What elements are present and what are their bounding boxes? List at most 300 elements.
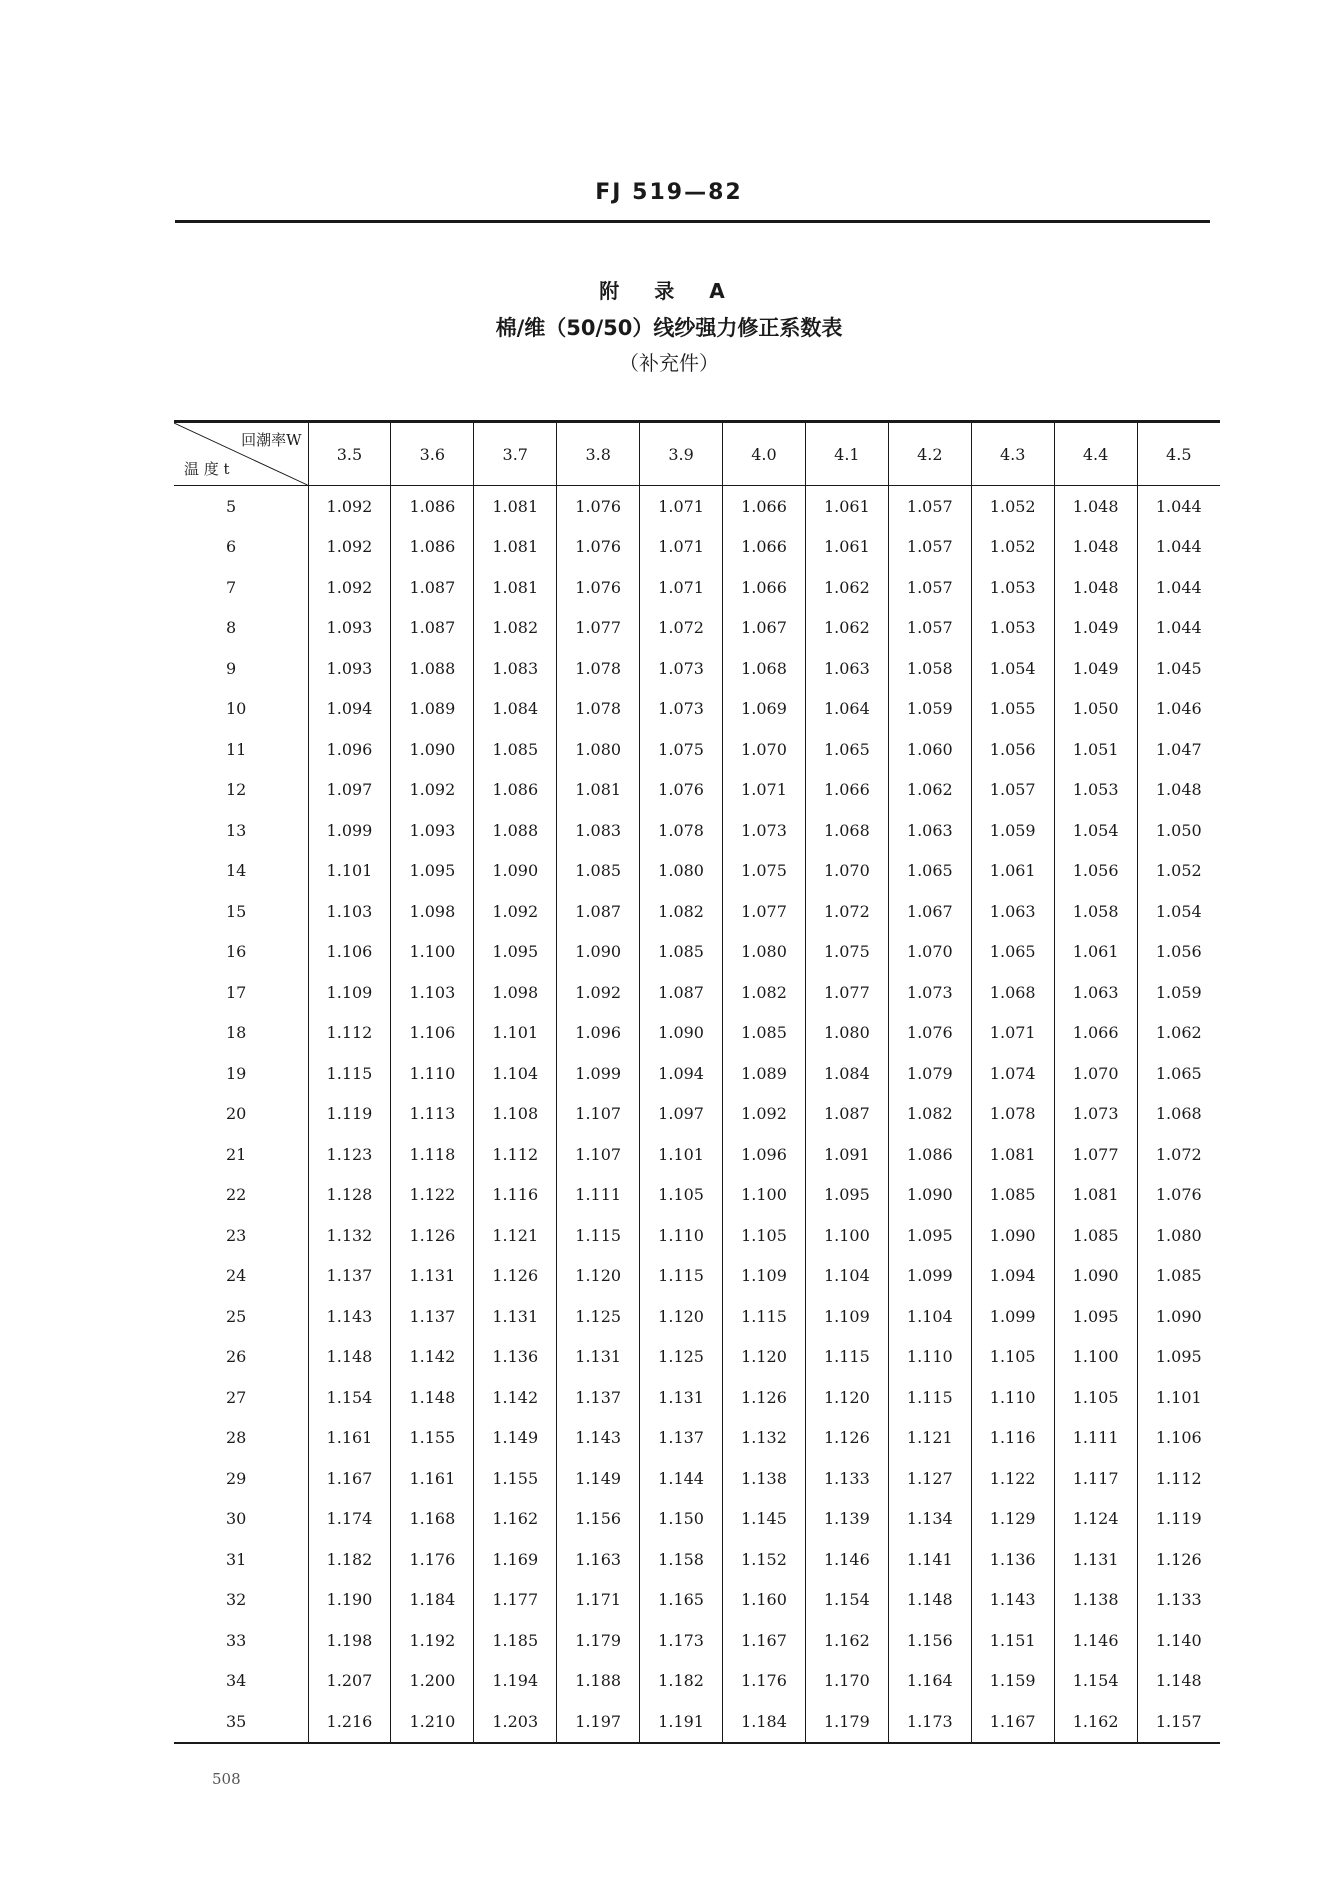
coefficient-cell: 1.076 xyxy=(888,1013,971,1054)
coefficient-cell: 1.137 xyxy=(391,1296,474,1337)
coefficient-cell: 1.064 xyxy=(805,689,888,730)
coefficient-cell: 1.133 xyxy=(805,1458,888,1499)
coefficient-cell: 1.061 xyxy=(1054,932,1137,973)
coefficient-cell: 1.109 xyxy=(723,1256,806,1297)
coefficient-cell: 1.194 xyxy=(474,1661,557,1702)
coefficient-cell: 1.053 xyxy=(971,567,1054,608)
coefficient-cell: 1.077 xyxy=(557,608,640,649)
coefficient-cell: 1.119 xyxy=(308,1094,391,1135)
coefficient-cell: 1.120 xyxy=(640,1296,723,1337)
correction-coefficient-table xyxy=(174,420,1220,1744)
corner-header-cell xyxy=(174,422,308,486)
table-row xyxy=(174,1337,1220,1378)
coefficient-cell: 1.050 xyxy=(1137,810,1220,851)
coefficient-cell: 1.049 xyxy=(1054,648,1137,689)
coefficient-cell: 1.169 xyxy=(474,1539,557,1580)
coefficient-cell: 1.146 xyxy=(1054,1620,1137,1661)
table-row xyxy=(174,648,1220,689)
coefficient-cell: 1.106 xyxy=(1137,1418,1220,1459)
coefficient-cell: 1.182 xyxy=(308,1539,391,1580)
temperature-cell: 27 xyxy=(226,1387,247,1407)
coefficient-cell: 1.125 xyxy=(640,1337,723,1378)
page-number: 508 xyxy=(212,1770,241,1788)
coefficient-cell: 1.122 xyxy=(391,1175,474,1216)
coefficient-cell: 1.154 xyxy=(805,1580,888,1621)
table-row xyxy=(174,1013,1220,1054)
coefficient-cell: 1.100 xyxy=(805,1215,888,1256)
coefficient-cell: 1.104 xyxy=(888,1296,971,1337)
coefficient-cell: 1.120 xyxy=(723,1337,806,1378)
coefficient-cell: 1.106 xyxy=(391,1013,474,1054)
temperature-cell: 17 xyxy=(226,982,247,1002)
moisture-column-header: 3.7 xyxy=(474,422,557,486)
temperature-cell: 8 xyxy=(226,618,237,638)
temperature-cell: 30 xyxy=(226,1509,247,1529)
coefficient-cell: 1.124 xyxy=(1054,1499,1137,1540)
coefficient-cell: 1.090 xyxy=(474,851,557,892)
coefficient-cell: 1.136 xyxy=(474,1337,557,1378)
coefficient-cell: 1.080 xyxy=(557,729,640,770)
coefficient-cell: 1.098 xyxy=(474,972,557,1013)
table-row xyxy=(174,486,1220,527)
table-row xyxy=(174,1661,1220,1702)
coefficient-cell: 1.162 xyxy=(805,1620,888,1661)
coefficient-cell: 1.165 xyxy=(640,1580,723,1621)
coefficient-cell: 1.044 xyxy=(1137,567,1220,608)
coefficient-cell: 1.069 xyxy=(723,689,806,730)
coefficient-cell: 1.096 xyxy=(557,1013,640,1054)
coefficient-cell: 1.083 xyxy=(474,648,557,689)
coefficient-cell: 1.078 xyxy=(640,810,723,851)
coefficient-cell: 1.066 xyxy=(1054,1013,1137,1054)
moisture-column-header: 3.9 xyxy=(640,422,723,486)
coefficient-cell: 1.087 xyxy=(640,972,723,1013)
coefficient-cell: 1.148 xyxy=(308,1337,391,1378)
coefficient-cell: 1.145 xyxy=(723,1499,806,1540)
coefficient-cell: 1.057 xyxy=(971,770,1054,811)
table-row xyxy=(174,1094,1220,1135)
temperature-cell: 31 xyxy=(226,1549,247,1569)
coefficient-cell: 1.156 xyxy=(888,1620,971,1661)
coefficient-cell: 1.099 xyxy=(971,1296,1054,1337)
coefficient-cell: 1.173 xyxy=(888,1701,971,1743)
coefficient-cell: 1.105 xyxy=(723,1215,806,1256)
coefficient-cell: 1.063 xyxy=(971,891,1054,932)
coefficient-cell: 1.092 xyxy=(723,1094,806,1135)
coefficient-cell: 1.055 xyxy=(971,689,1054,730)
temperature-cell: 24 xyxy=(226,1266,247,1286)
coefficient-cell: 1.066 xyxy=(723,567,806,608)
coefficient-cell: 1.164 xyxy=(888,1661,971,1702)
temperature-cell: 32 xyxy=(226,1590,247,1610)
coefficient-cell: 1.062 xyxy=(888,770,971,811)
coefficient-cell: 1.101 xyxy=(474,1013,557,1054)
coefficient-cell: 1.159 xyxy=(971,1661,1054,1702)
coefficient-cell: 1.089 xyxy=(723,1053,806,1094)
temperature-cell: 33 xyxy=(226,1630,247,1650)
coefficient-cell: 1.090 xyxy=(640,1013,723,1054)
coefficient-cell: 1.090 xyxy=(1054,1256,1137,1297)
table-row xyxy=(174,608,1220,649)
coefficient-cell: 1.174 xyxy=(308,1499,391,1540)
coefficient-cell: 1.081 xyxy=(474,527,557,568)
coefficient-cell: 1.099 xyxy=(888,1256,971,1297)
coefficient-cell: 1.090 xyxy=(391,729,474,770)
coefficient-cell: 1.105 xyxy=(640,1175,723,1216)
temperature-cell: 13 xyxy=(226,820,247,840)
coefficient-cell: 1.167 xyxy=(971,1701,1054,1743)
coefficient-cell: 1.203 xyxy=(474,1701,557,1743)
coefficient-cell: 1.115 xyxy=(888,1377,971,1418)
coefficient-cell: 1.122 xyxy=(971,1458,1054,1499)
coefficient-cell: 1.097 xyxy=(640,1094,723,1135)
coefficient-cell: 1.096 xyxy=(308,729,391,770)
coefficient-cell: 1.052 xyxy=(971,527,1054,568)
temperature-cell: 7 xyxy=(226,577,237,597)
coefficient-cell: 1.080 xyxy=(805,1013,888,1054)
coefficient-cell: 1.105 xyxy=(1054,1377,1137,1418)
coefficient-cell: 1.081 xyxy=(474,486,557,527)
coefficient-cell: 1.163 xyxy=(557,1539,640,1580)
coefficient-cell: 1.188 xyxy=(557,1661,640,1702)
coefficient-cell: 1.112 xyxy=(1137,1458,1220,1499)
coefficient-cell: 1.110 xyxy=(971,1377,1054,1418)
coefficient-cell: 1.176 xyxy=(723,1661,806,1702)
coefficient-cell: 1.072 xyxy=(805,891,888,932)
coefficient-cell: 1.086 xyxy=(391,486,474,527)
coefficient-cell: 1.063 xyxy=(1054,972,1137,1013)
coefficient-cell: 1.154 xyxy=(1054,1661,1137,1702)
coefficient-cell: 1.143 xyxy=(557,1418,640,1459)
moisture-regain-label: 回潮率W xyxy=(241,431,302,449)
coefficient-cell: 1.086 xyxy=(888,1134,971,1175)
temperature-cell: 14 xyxy=(226,861,247,881)
coefficient-cell: 1.115 xyxy=(557,1215,640,1256)
coefficient-cell: 1.068 xyxy=(723,648,806,689)
coefficient-cell: 1.207 xyxy=(308,1661,391,1702)
coefficient-cell: 1.056 xyxy=(971,729,1054,770)
temperature-cell: 35 xyxy=(174,1701,308,1743)
coefficient-cell: 1.056 xyxy=(1054,851,1137,892)
coefficient-cell: 1.065 xyxy=(805,729,888,770)
coefficient-cell: 1.146 xyxy=(805,1539,888,1580)
coefficient-cell: 1.060 xyxy=(888,729,971,770)
coefficient-cell: 1.081 xyxy=(474,567,557,608)
coefficient-cell: 1.061 xyxy=(805,486,888,527)
coefficient-cell: 1.154 xyxy=(308,1377,391,1418)
coefficient-cell: 1.149 xyxy=(474,1418,557,1459)
coefficient-cell: 1.176 xyxy=(391,1539,474,1580)
coefficient-cell: 1.171 xyxy=(557,1580,640,1621)
coefficient-cell: 1.080 xyxy=(723,932,806,973)
coefficient-cell: 1.144 xyxy=(640,1458,723,1499)
moisture-column-header: 4.3 xyxy=(971,422,1054,486)
coefficient-cell: 1.062 xyxy=(805,608,888,649)
coefficient-cell: 1.093 xyxy=(308,648,391,689)
temperature-cell: 26 xyxy=(226,1347,247,1367)
coefficient-cell: 1.071 xyxy=(971,1013,1054,1054)
coefficient-cell: 1.071 xyxy=(640,567,723,608)
coefficient-cell: 1.066 xyxy=(723,486,806,527)
coefficient-cell: 1.082 xyxy=(640,891,723,932)
coefficient-cell: 1.070 xyxy=(888,932,971,973)
coefficient-cell: 1.094 xyxy=(640,1053,723,1094)
coefficient-cell: 1.152 xyxy=(723,1539,806,1580)
moisture-column-header: 3.6 xyxy=(391,422,474,486)
coefficient-cell: 1.120 xyxy=(805,1377,888,1418)
coefficient-cell: 1.107 xyxy=(557,1094,640,1135)
coefficient-cell: 1.061 xyxy=(805,527,888,568)
coefficient-cell: 1.073 xyxy=(723,810,806,851)
coefficient-cell: 1.167 xyxy=(723,1620,806,1661)
coefficient-cell: 1.115 xyxy=(308,1053,391,1094)
coefficient-cell: 1.082 xyxy=(474,608,557,649)
coefficient-cell: 1.051 xyxy=(1054,729,1137,770)
table-row xyxy=(174,1377,1220,1418)
coefficient-cell: 1.085 xyxy=(640,932,723,973)
coefficient-cell: 1.094 xyxy=(971,1256,1054,1297)
coefficient-cell: 1.128 xyxy=(308,1175,391,1216)
table-row xyxy=(174,1256,1220,1297)
coefficient-cell: 1.057 xyxy=(888,608,971,649)
temperature-cell: 29 xyxy=(226,1468,247,1488)
coefficient-cell: 1.158 xyxy=(640,1539,723,1580)
table-row xyxy=(174,851,1220,892)
coefficient-cell: 1.090 xyxy=(1137,1296,1220,1337)
coefficient-cell: 1.077 xyxy=(805,972,888,1013)
temperature-cell: 5 xyxy=(226,496,237,516)
table-row xyxy=(174,1053,1220,1094)
temperature-cell: 9 xyxy=(226,658,237,678)
temperature-cell: 11 xyxy=(226,739,247,759)
coefficient-cell: 1.073 xyxy=(640,689,723,730)
coefficient-cell: 1.177 xyxy=(474,1580,557,1621)
coefficient-cell: 1.160 xyxy=(723,1580,806,1621)
coefficient-cell: 1.076 xyxy=(557,486,640,527)
coefficient-cell: 1.141 xyxy=(888,1539,971,1580)
coefficient-cell: 1.110 xyxy=(888,1337,971,1378)
coefficient-cell: 1.082 xyxy=(888,1094,971,1135)
coefficient-cell: 1.131 xyxy=(1054,1539,1137,1580)
appendix-label: 附 录 A xyxy=(599,279,739,303)
table-title: 棉/维（50/50）线纱强力修正系数表 xyxy=(495,316,843,340)
coefficient-cell: 1.119 xyxy=(1137,1499,1220,1540)
coefficient-cell: 1.076 xyxy=(640,770,723,811)
coefficient-cell: 1.138 xyxy=(1054,1580,1137,1621)
coefficient-cell: 1.161 xyxy=(308,1418,391,1459)
coefficient-cell: 1.057 xyxy=(888,527,971,568)
coefficient-cell: 1.096 xyxy=(723,1134,806,1175)
coefficient-cell: 1.118 xyxy=(391,1134,474,1175)
coefficient-cell: 1.092 xyxy=(391,770,474,811)
table-row xyxy=(174,1418,1220,1459)
coefficient-cell: 1.131 xyxy=(391,1256,474,1297)
temperature-cell: 28 xyxy=(226,1428,247,1448)
coefficient-cell: 1.100 xyxy=(1054,1337,1137,1378)
coefficient-cell: 1.075 xyxy=(723,851,806,892)
coefficient-cell: 1.191 xyxy=(640,1701,723,1743)
coefficient-cell: 1.115 xyxy=(805,1337,888,1378)
table-row xyxy=(174,1458,1220,1499)
coefficient-cell: 1.192 xyxy=(391,1620,474,1661)
coefficient-cell: 1.079 xyxy=(888,1053,971,1094)
temperature-cell: 15 xyxy=(226,901,247,921)
coefficient-cell: 1.067 xyxy=(723,608,806,649)
coefficient-cell: 1.062 xyxy=(805,567,888,608)
coefficient-cell: 1.085 xyxy=(971,1175,1054,1216)
coefficient-cell: 1.088 xyxy=(391,648,474,689)
coefficient-cell: 1.142 xyxy=(391,1337,474,1378)
coefficient-cell: 1.086 xyxy=(474,770,557,811)
coefficient-cell: 1.151 xyxy=(971,1620,1054,1661)
coefficient-cell: 1.059 xyxy=(1137,972,1220,1013)
coefficient-cell: 1.068 xyxy=(805,810,888,851)
coefficient-cell: 1.162 xyxy=(1054,1701,1137,1743)
coefficient-cell: 1.143 xyxy=(308,1296,391,1337)
coefficient-cell: 1.098 xyxy=(391,891,474,932)
coefficient-cell: 1.081 xyxy=(971,1134,1054,1175)
temperature-cell: 19 xyxy=(226,1063,247,1083)
temperature-cell: 18 xyxy=(226,1023,247,1043)
coefficient-cell: 1.085 xyxy=(1054,1215,1137,1256)
coefficient-cell: 1.148 xyxy=(888,1580,971,1621)
coefficient-cell: 1.109 xyxy=(805,1296,888,1337)
moisture-column-header: 4.1 xyxy=(805,422,888,486)
coefficient-cell: 1.106 xyxy=(308,932,391,973)
coefficient-cell: 1.101 xyxy=(640,1134,723,1175)
coefficient-cell: 1.095 xyxy=(1054,1296,1137,1337)
coefficient-cell: 1.076 xyxy=(1137,1175,1220,1216)
coefficient-cell: 1.063 xyxy=(888,810,971,851)
coefficient-cell: 1.078 xyxy=(971,1094,1054,1135)
coefficient-cell: 1.073 xyxy=(888,972,971,1013)
header-rule xyxy=(175,220,1210,223)
header-row xyxy=(174,422,1220,486)
coefficient-cell: 1.126 xyxy=(723,1377,806,1418)
table-row xyxy=(174,810,1220,851)
table-row xyxy=(174,1620,1220,1661)
temperature-cell: 20 xyxy=(226,1104,247,1124)
coefficient-cell: 1.072 xyxy=(640,608,723,649)
coefficient-cell: 1.132 xyxy=(723,1418,806,1459)
coefficient-cell: 1.071 xyxy=(640,486,723,527)
coefficient-cell: 1.104 xyxy=(805,1256,888,1297)
coefficient-cell: 1.073 xyxy=(640,648,723,689)
coefficient-cell: 1.092 xyxy=(474,891,557,932)
coefficient-cell: 1.078 xyxy=(557,689,640,730)
coefficient-cell: 1.077 xyxy=(1054,1134,1137,1175)
table-row xyxy=(174,1701,1220,1743)
coefficient-cell: 1.081 xyxy=(557,770,640,811)
coefficient-cell: 1.126 xyxy=(1137,1539,1220,1580)
coefficient-cell: 1.140 xyxy=(1137,1620,1220,1661)
temperature-cell: 6 xyxy=(226,537,237,557)
table-row xyxy=(174,689,1220,730)
coefficient-cell: 1.127 xyxy=(888,1458,971,1499)
coefficient-cell: 1.142 xyxy=(474,1377,557,1418)
coefficient-cell: 1.047 xyxy=(1137,729,1220,770)
coefficient-cell: 1.116 xyxy=(971,1418,1054,1459)
coefficient-cell: 1.099 xyxy=(557,1053,640,1094)
coefficient-cell: 1.148 xyxy=(1137,1661,1220,1702)
coefficient-cell: 1.075 xyxy=(640,729,723,770)
coefficient-cell: 1.121 xyxy=(474,1215,557,1256)
coefficient-cell: 1.129 xyxy=(971,1499,1054,1540)
coefficient-cell: 1.087 xyxy=(557,891,640,932)
coefficient-cell: 1.105 xyxy=(971,1337,1054,1378)
coefficient-cell: 1.115 xyxy=(640,1256,723,1297)
coefficient-cell: 1.103 xyxy=(308,891,391,932)
coefficient-cell: 1.137 xyxy=(308,1256,391,1297)
table-row xyxy=(174,1175,1220,1216)
coefficient-cell: 1.138 xyxy=(723,1458,806,1499)
table-row xyxy=(174,891,1220,932)
coefficient-cell: 1.156 xyxy=(557,1499,640,1540)
coefficient-cell: 1.109 xyxy=(308,972,391,1013)
coefficient-cell: 1.072 xyxy=(1137,1134,1220,1175)
coefficient-cell: 1.108 xyxy=(474,1094,557,1135)
coefficient-cell: 1.085 xyxy=(1137,1256,1220,1297)
coefficient-cell: 1.057 xyxy=(888,486,971,527)
coefficient-cell: 1.054 xyxy=(1137,891,1220,932)
coefficient-cell: 1.081 xyxy=(1054,1175,1137,1216)
coefficient-cell: 1.110 xyxy=(391,1053,474,1094)
coefficient-cell: 1.143 xyxy=(971,1580,1054,1621)
coefficient-cell: 1.210 xyxy=(391,1701,474,1743)
coefficient-cell: 1.134 xyxy=(888,1499,971,1540)
temperature-cell: 23 xyxy=(226,1225,247,1245)
coefficient-cell: 1.137 xyxy=(640,1418,723,1459)
coefficient-cell: 1.084 xyxy=(805,1053,888,1094)
coefficient-cell: 1.093 xyxy=(308,608,391,649)
coefficient-cell: 1.053 xyxy=(1054,770,1137,811)
coefficient-cell: 1.085 xyxy=(474,729,557,770)
coefficient-cell: 1.093 xyxy=(391,810,474,851)
coefficient-cell: 1.048 xyxy=(1054,527,1137,568)
coefficient-cell: 1.085 xyxy=(723,1013,806,1054)
coefficient-cell: 1.044 xyxy=(1137,486,1220,527)
coefficient-cell: 1.087 xyxy=(391,567,474,608)
coefficient-cell: 1.111 xyxy=(557,1175,640,1216)
coefficient-cell: 1.058 xyxy=(888,648,971,689)
coefficient-cell: 1.161 xyxy=(391,1458,474,1499)
coefficient-cell: 1.045 xyxy=(1137,648,1220,689)
temperature-cell: 10 xyxy=(226,699,247,719)
coefficient-cell: 1.092 xyxy=(308,567,391,608)
supplement-note: （补充件） xyxy=(619,351,719,375)
coefficient-cell: 1.090 xyxy=(557,932,640,973)
coefficient-cell: 1.185 xyxy=(474,1620,557,1661)
coefficient-cell: 1.170 xyxy=(805,1661,888,1702)
table-row xyxy=(174,972,1220,1013)
coefficient-cell: 1.052 xyxy=(1137,851,1220,892)
coefficient-cell: 1.076 xyxy=(557,567,640,608)
coefficient-cell: 1.044 xyxy=(1137,527,1220,568)
coefficient-cell: 1.044 xyxy=(1137,608,1220,649)
coefficient-cell: 1.056 xyxy=(1137,932,1220,973)
coefficient-cell: 1.197 xyxy=(557,1701,640,1743)
coefficient-cell: 1.095 xyxy=(391,851,474,892)
coefficient-cell: 1.066 xyxy=(805,770,888,811)
coefficient-cell: 1.070 xyxy=(1054,1053,1137,1094)
table-row xyxy=(174,729,1220,770)
moisture-column-header: 4.4 xyxy=(1054,422,1137,486)
coefficient-cell: 1.123 xyxy=(308,1134,391,1175)
coefficient-cell: 1.048 xyxy=(1054,567,1137,608)
coefficient-cell: 1.113 xyxy=(391,1094,474,1135)
coefficient-cell: 1.053 xyxy=(971,608,1054,649)
coefficient-cell: 1.088 xyxy=(474,810,557,851)
